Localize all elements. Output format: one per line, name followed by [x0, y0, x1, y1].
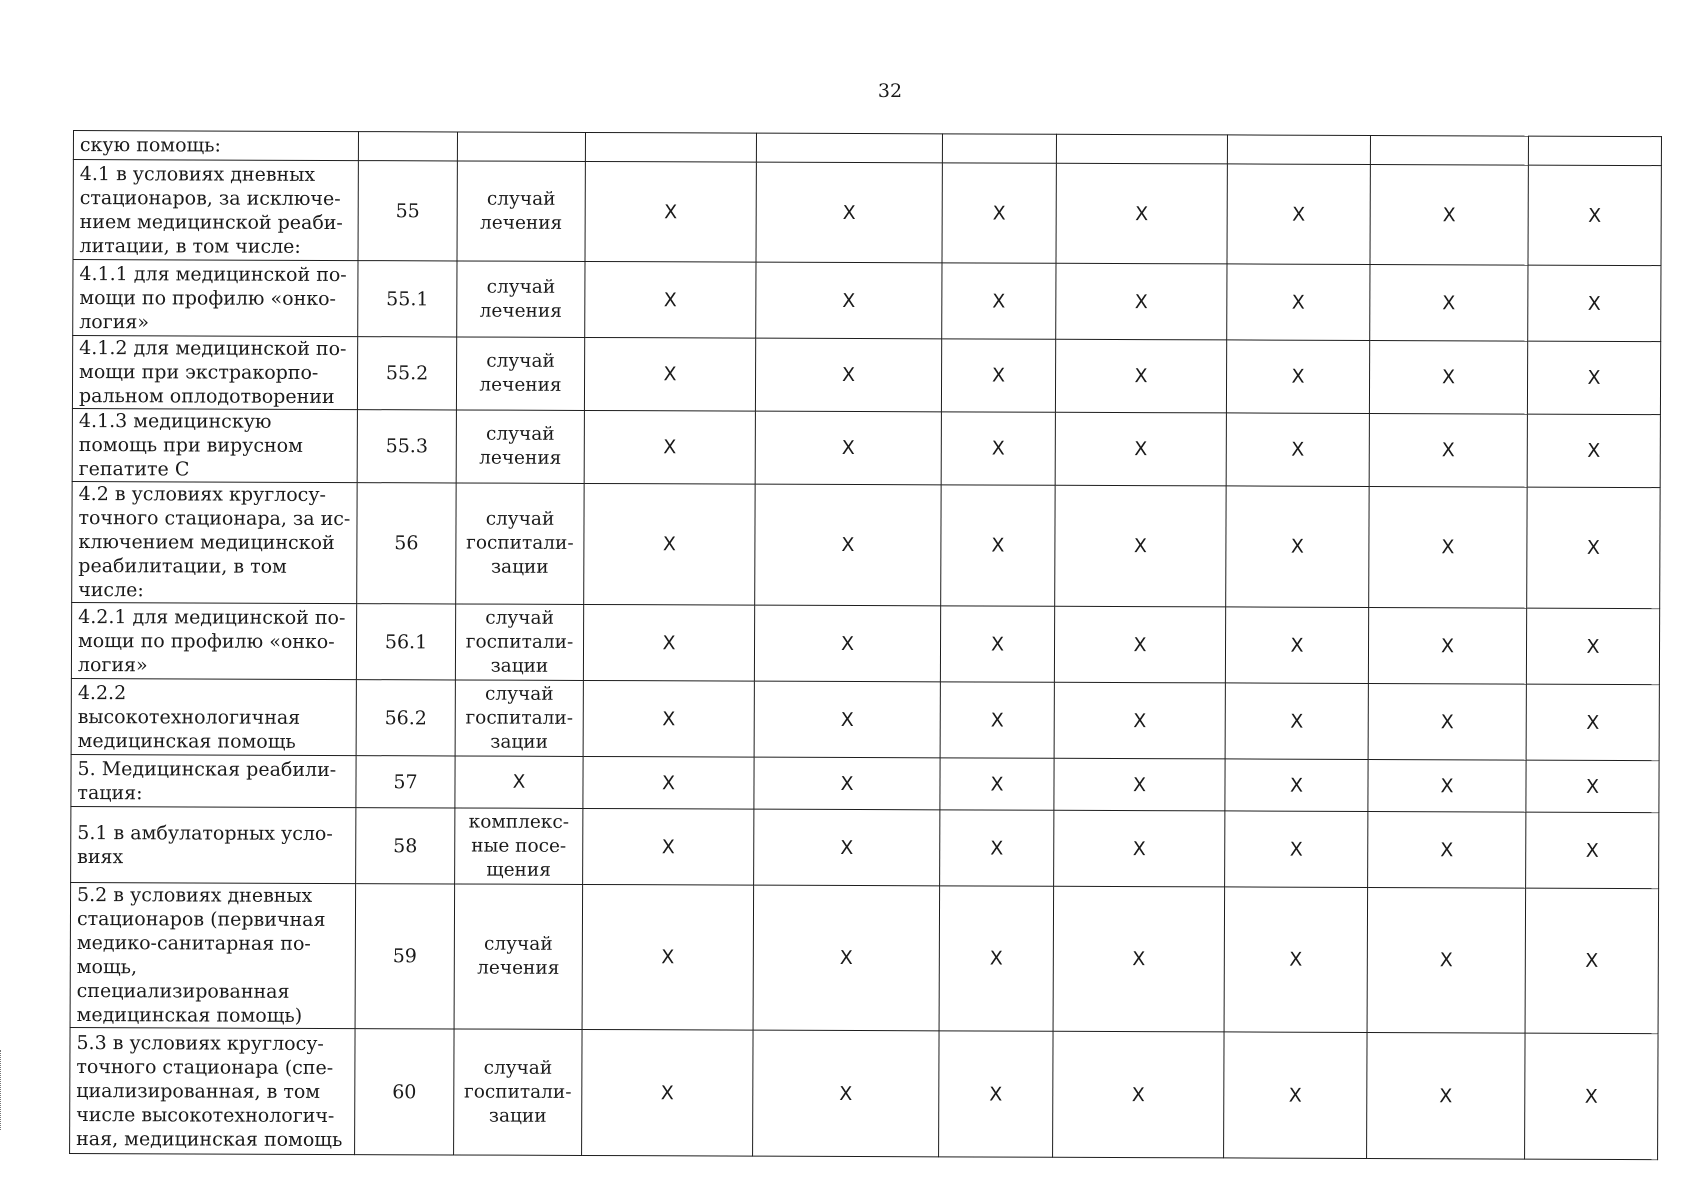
mark-cell: X — [1225, 607, 1368, 684]
row-name-cell: 5.2 в условиях дневных стационаров (первичная медико-санитарная по-мощь, специализированная медицинская помощь) — [70, 882, 356, 1028]
mark-cell: X — [1225, 683, 1368, 760]
row-code-cell: 56 — [357, 483, 456, 604]
row-unit-cell: случай лечения — [457, 261, 585, 337]
row-unit-cell: случай госпитали-зации — [455, 680, 583, 756]
mark-cell: X — [1054, 682, 1225, 759]
mark-cell: X — [1227, 264, 1370, 341]
mark-cell: X — [1527, 414, 1660, 488]
row-name-cell: 4.1.2 для медицинской по-мощи при экстракорпо-ральном оплодотворении — [72, 336, 357, 410]
mark-cell: X — [756, 162, 942, 263]
mark-cell: X — [1369, 340, 1527, 414]
row-name-cell: 5.3 в условиях круглосу-точного стационара (спе-циализированная, в том числе высокотехнологич-ная, медицинская помощь — [70, 1027, 355, 1154]
mark-cell: X — [1056, 163, 1227, 264]
mark-cell: X — [941, 485, 1055, 606]
row-name-cell: 4.2.1 для медицинской по-мощи по профилю «онко-логия» — [71, 602, 356, 679]
table-row — [73, 260, 1661, 342]
mark-cell: X — [1370, 164, 1528, 265]
table-row — [72, 481, 1660, 608]
mark-cell: X — [756, 262, 942, 339]
row-code-cell: 55 — [358, 161, 457, 261]
mark-cell: X — [1225, 759, 1368, 812]
mark-cell: X — [1226, 413, 1369, 487]
mark-cell: X — [755, 411, 941, 485]
table-cell — [1370, 135, 1528, 165]
mark-cell: X — [755, 338, 941, 412]
mark-cell: X — [585, 161, 756, 262]
mark-cell: X — [754, 681, 940, 758]
row-name-cell: 4.2.2 высокотехнологичная медицинская помощь — [71, 678, 356, 755]
table-row — [73, 160, 1661, 266]
table-row — [71, 602, 1659, 684]
mark-cell: X — [1055, 339, 1226, 413]
mark-cell: X — [942, 163, 1056, 263]
mark-cell: X — [940, 810, 1054, 886]
row-code-cell: 59 — [355, 884, 455, 1029]
row-name-cell: 4.1 в условиях дневных стационаров, за исключе-нием медицинской реаби-литации, в том числе: — [73, 160, 358, 261]
mark-cell: X — [1526, 812, 1659, 889]
table-cell — [585, 132, 756, 162]
mark-cell: X — [1053, 886, 1225, 1032]
row-unit-cell: случай лечения — [456, 410, 584, 483]
mark-cell: X — [1525, 888, 1659, 1034]
mark-cell: X — [584, 410, 755, 484]
page-number: 32 — [877, 80, 903, 102]
row-code-cell: 58 — [356, 808, 455, 884]
mark-cell: X — [1528, 165, 1661, 266]
mark-cell: X — [1054, 758, 1225, 811]
mark-cell: X — [1526, 608, 1659, 685]
mark-cell: X — [1367, 1032, 1525, 1159]
mark-cell: X — [1526, 760, 1659, 813]
row-name-cell: 4.2 в условиях круглосу-точного стационара, за ис-ключением медицинской реабилитации, в том числе: — [72, 481, 357, 603]
row-unit-cell: случай лечения — [457, 161, 585, 261]
row-unit-cell: случай лечения — [456, 337, 584, 410]
mark-cell: X — [1528, 265, 1661, 342]
mark-cell: X — [585, 261, 756, 338]
mark-cell: X — [583, 808, 754, 885]
mark-cell: X — [1056, 263, 1227, 340]
row-name-cell: 5.1 в амбулаторных усло-виях — [71, 806, 356, 883]
mark-cell: X — [1055, 485, 1226, 607]
table-cell — [1056, 134, 1227, 164]
mark-cell: X — [583, 604, 754, 681]
row-unit-cell: случай госпитали-зации — [456, 483, 584, 604]
row-code-cell: 55.1 — [358, 261, 457, 337]
mark-cell: X — [1054, 606, 1225, 683]
mark-cell: X — [1527, 341, 1660, 415]
mark-cell: X — [1367, 887, 1526, 1033]
mark-cell: X — [1055, 412, 1226, 486]
mark-cell: X — [1368, 607, 1526, 684]
mark-cell: X — [1224, 887, 1368, 1033]
table-cell — [942, 134, 1056, 163]
table-cell — [1528, 136, 1661, 166]
mark-cell: X — [1225, 811, 1368, 888]
mark-cell: X — [939, 1031, 1053, 1157]
table-row — [71, 678, 1659, 760]
mark-cell: X — [1226, 340, 1369, 414]
table-cell — [457, 132, 585, 161]
mark-cell: X — [942, 263, 1056, 339]
row-code-cell: 56.2 — [356, 680, 455, 756]
row-code-cell: 57 — [356, 756, 455, 808]
mark-cell: X — [1368, 759, 1526, 812]
mark-cell: X — [753, 1030, 939, 1157]
row-unit-cell: комплекс-ные посе-щения — [455, 808, 583, 884]
row-unit-cell: случай госпитали-зации — [454, 1029, 582, 1155]
table-row — [71, 754, 1659, 812]
mark-cell: X — [1368, 811, 1526, 888]
mark-cell: X — [753, 885, 940, 1031]
mark-cell: X — [940, 758, 1054, 810]
table-cell — [1227, 135, 1370, 165]
row-unit-cell: случай госпитали-зации — [455, 604, 583, 680]
mark-cell: X — [1527, 487, 1660, 609]
mark-cell: X — [755, 484, 941, 606]
scan-edge-marks — [0, 1050, 4, 1130]
mark-cell: X — [754, 757, 940, 810]
table-row — [72, 336, 1660, 415]
row-name-cell: 5. Медицинская реабили-тация: — [71, 754, 356, 807]
mark-cell: X — [940, 682, 1054, 758]
table-row — [70, 1027, 1658, 1159]
mark-cell: X — [940, 606, 1054, 682]
row-code-cell: 60 — [355, 1029, 454, 1155]
table-cell: скую помощь: — [73, 131, 358, 161]
row-name-cell: 4.1.1 для медицинской по-мощи по профилю «онко-логия» — [73, 260, 358, 337]
mark-cell: X — [1368, 683, 1526, 760]
mark-cell: X — [1226, 486, 1369, 608]
mark-cell: X — [583, 680, 754, 757]
mark-cell: X — [1526, 684, 1659, 761]
mark-cell: X — [941, 412, 1055, 485]
mark-cell: X — [754, 809, 940, 886]
mark-cell: X — [939, 886, 1054, 1031]
row-code-cell: 56.1 — [356, 604, 455, 680]
table-row — [72, 408, 1660, 487]
mark-cell: X — [584, 337, 755, 411]
mark-cell: X — [1227, 164, 1370, 265]
table-row — [71, 806, 1659, 888]
row-code-cell: 55.2 — [357, 337, 456, 410]
mark-cell: X — [941, 339, 1055, 412]
mark-cell: X — [582, 884, 754, 1030]
mark-cell: X — [583, 756, 754, 809]
table-body — [70, 131, 1662, 1160]
table-cell — [358, 132, 457, 161]
row-code-cell: 55.3 — [357, 410, 456, 483]
table-row — [70, 882, 1659, 1033]
mark-cell: X — [1053, 1031, 1224, 1158]
mark-cell: X — [1525, 1033, 1658, 1160]
mark-cell: X — [1054, 810, 1225, 887]
row-name-cell: 4.1.3 медицинскую помощь при вирусном гепатите С — [72, 408, 357, 482]
mark-cell: X — [1224, 1032, 1367, 1159]
mark-cell: X — [584, 483, 755, 605]
mark-cell: X — [1369, 486, 1527, 608]
mark-cell: X — [754, 605, 940, 682]
mark-cell: X — [582, 1029, 753, 1156]
data-table — [69, 130, 1662, 1160]
row-unit-cell: случай лечения — [454, 884, 583, 1029]
table-cell — [756, 133, 942, 163]
row-unit-cell: X — [455, 756, 583, 808]
mark-cell: X — [1369, 413, 1527, 487]
mark-cell: X — [1370, 264, 1528, 341]
